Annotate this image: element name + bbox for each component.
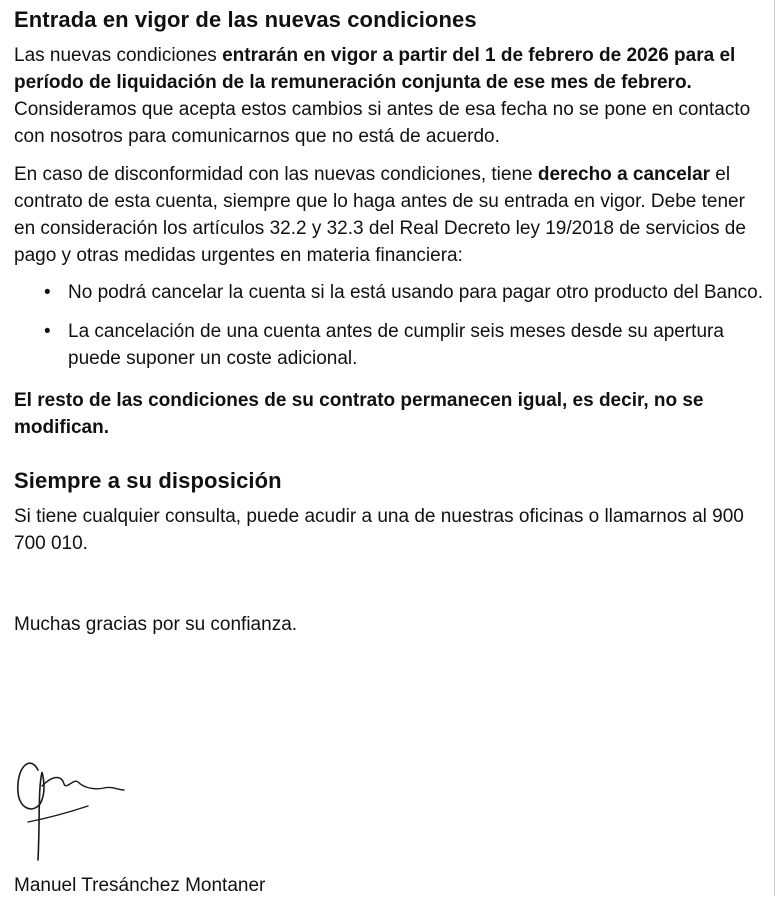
paragraph-text: el contrato de esta cuenta, siempre que lo haga antes de su entrada en vigor. Debe tener en consideración los artículos 32.2 y 32.3 del Real Decreto ley 19/2018 de servicios de pago y otras medidas urgentes en materia financiera: — [14, 164, 746, 266]
bullet-marker: • — [44, 321, 51, 342]
paragraph-contact: Si tiene cualquier consulta, puede acudir a una de nuestras oficinas o llamarnos al 900 700 010. — [14, 506, 744, 554]
section-heading-entry-into-force: Entrada en vigor de las nuevas condiciones — [14, 7, 477, 32]
paragraph-rest-unchanged — [14, 387, 764, 441]
paragraph-thanks: Muchas gracias por su confianza. — [14, 614, 298, 635]
conditions-list — [14, 279, 764, 372]
paragraph-bold-text: derecho a cancelar — [537, 164, 711, 185]
paragraph-bold-text: El resto de las condiciones de su contrato permanecen igual, es decir, no se modifican. — [14, 390, 704, 438]
list-item-text: La cancelación de una cuenta antes de cumplir seis meses desde su apertura puede suponer un coste adicional. — [68, 321, 724, 369]
paragraph-text: Consideramos que acepta estos cambios si antes de esa fecha no se pone en contacto con nosotros para comunicarnos que no está de acuerdo. — [14, 99, 751, 147]
list-item-text: No podrá cancelar la cuenta si la está usando para pagar otro producto del Banco. — [68, 282, 764, 303]
signer-name: Manuel Tresánchez Montaner — [14, 875, 266, 896]
list-item — [14, 318, 764, 372]
paragraph-right-to-cancel — [14, 161, 764, 269]
paragraph-bold-text: entrarán en vigor a partir del 1 de febrero de 2026 para el período de liquidación de la remuneración conjunta de ese mes de febrero. — [14, 45, 736, 93]
paragraph-text: En caso de disconformidad con las nuevas condiciones, tiene — [14, 164, 538, 185]
bullet-marker: • — [44, 282, 51, 303]
paragraph-text: Las nuevas condiciones — [14, 45, 223, 66]
paragraph-new-conditions — [14, 42, 764, 150]
handwritten-signature — [8, 750, 138, 868]
list-item — [14, 279, 764, 306]
section-heading-at-your-disposal: Siempre a su disposición — [14, 468, 282, 493]
letter-body — [14, 6, 764, 638]
